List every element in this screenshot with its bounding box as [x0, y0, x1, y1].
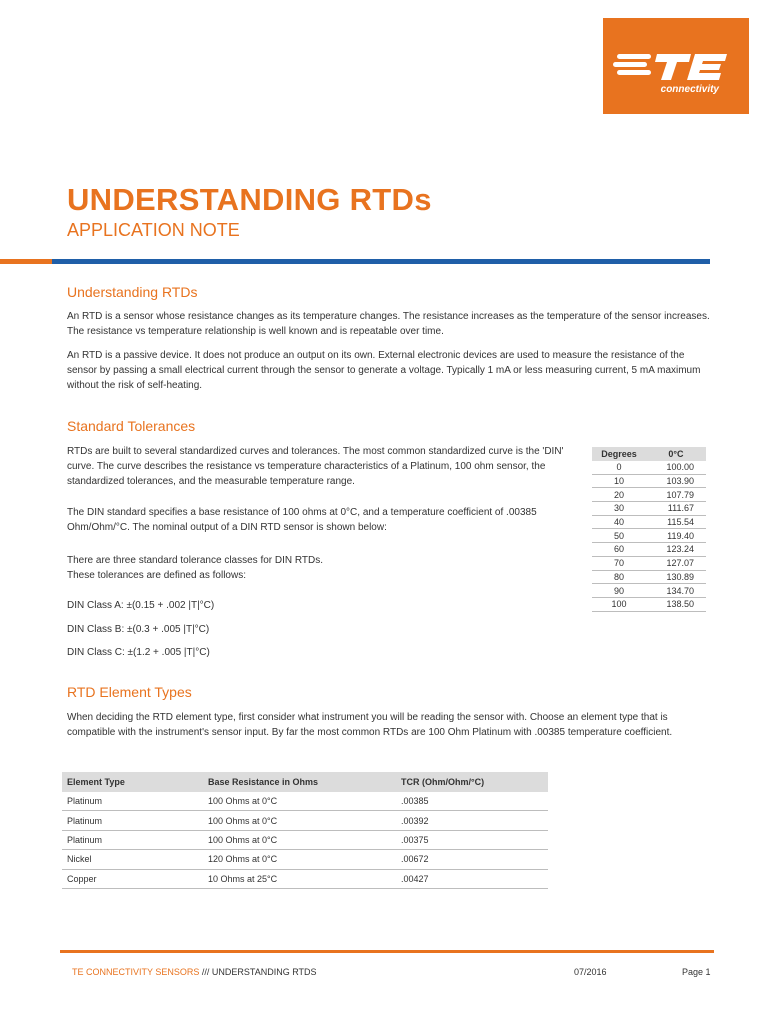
element-type-table	[62, 772, 548, 889]
table-row	[592, 570, 706, 584]
element-types-paragraph: When deciding the RTD element type, first consider what instrument you will be reading the sensor with. Choose an element type that is compatible with the instrument's sensor input. By far the most common RTDs are 100 Ohm Platinum with .00385 temperature coefficient.	[67, 712, 673, 738]
table-row	[62, 811, 548, 830]
degrees-cell: 50	[592, 529, 646, 543]
title-rule-orange	[0, 259, 52, 264]
section-heading-tolerances: Standard Tolerances	[67, 418, 196, 434]
tcr-cell: .00427	[396, 869, 548, 888]
table-row	[592, 488, 706, 502]
element-type-cell: Platinum	[62, 792, 203, 811]
header-tcr: TCR (Ohm/Ohm/°C)	[396, 772, 548, 792]
tcr-cell: .00672	[396, 850, 548, 869]
resistance-cell: 123.24	[646, 543, 706, 557]
element-type-cell: Platinum	[62, 830, 203, 849]
degrees-header-degrees: Degrees	[592, 447, 646, 461]
section-heading-element-types: RTD Element Types	[67, 684, 192, 700]
element-table-header	[62, 772, 548, 792]
resistance-cell: 138.50	[646, 597, 706, 611]
resistance-cell: 119.40	[646, 529, 706, 543]
table-row	[592, 529, 706, 543]
tolerances-paragraph-3-line-1: There are three standard tolerance classes for DIN RTDs.	[67, 555, 324, 566]
tolerances-paragraph-1: RTDs are built to several standardized curves and tolerances. The most common standardized curve is the 'DIN' curve. The curve describes the resistance vs temperature characteristics of a Platinum, 100 ohm sensor, the standardized tolerances, and the measurable temperature range.	[67, 446, 564, 487]
degrees-cell: 90	[592, 584, 646, 598]
degrees-table	[592, 447, 706, 612]
degrees-header-0c: 0°C	[646, 447, 706, 461]
footer-rule	[60, 950, 714, 953]
footer-doc-name: UNDERSTANDING RTDS	[211, 967, 317, 977]
table-row	[592, 543, 706, 557]
din-class-c: DIN Class C: ±(1.2 + .005 |T|°C)	[67, 647, 210, 658]
table-row	[592, 597, 706, 611]
degrees-cell: 80	[592, 570, 646, 584]
degrees-cell: 30	[592, 502, 646, 516]
resistance-cell: 111.67	[646, 502, 706, 516]
header-element-type: Element Type	[62, 772, 203, 792]
din-class-b: DIN Class B: ±(0.3 + .005 |T|°C)	[67, 624, 210, 635]
section-heading-understanding: Understanding RTDs	[67, 284, 198, 300]
element-type-cell: Nickel	[62, 850, 203, 869]
element-type-cell: Platinum	[62, 811, 203, 830]
te-logo	[603, 18, 749, 114]
table-row	[62, 869, 548, 888]
understanding-paragraph-1: An RTD is a sensor whose resistance changes as its temperature changes. The resistance increases as the temperature of the sensor increases. The resistance vs temperature relationship is well known and is repeatable over time.	[67, 311, 710, 337]
base-resistance-cell: 100 Ohms at 0°C	[203, 811, 396, 830]
table-row	[592, 515, 706, 529]
degrees-cell: 20	[592, 488, 646, 502]
logo-subtitle: connectivity	[660, 84, 719, 95]
resistance-cell: 127.07	[646, 556, 706, 570]
base-resistance-cell: 120 Ohms at 0°C	[203, 850, 396, 869]
degrees-cell: 0	[592, 461, 646, 474]
element-type-cell: Copper	[62, 869, 203, 888]
resistance-cell: 134.70	[646, 584, 706, 598]
degrees-cell: 70	[592, 556, 646, 570]
degrees-cell: 40	[592, 515, 646, 529]
table-row	[62, 830, 548, 849]
base-resistance-cell: 100 Ohms at 0°C	[203, 830, 396, 849]
resistance-cell: 100.00	[646, 461, 706, 474]
tolerances-paragraph-3-line-2: These tolerances are defined as follows:	[67, 570, 246, 581]
footer-separator: ///	[199, 967, 212, 977]
footer-page-number: Page 1	[682, 967, 711, 977]
table-row	[592, 502, 706, 516]
resistance-cell: 107.79	[646, 488, 706, 502]
te-logo-mark-icon	[603, 18, 749, 114]
table-row	[62, 792, 548, 811]
base-resistance-cell: 10 Ohms at 25°C	[203, 869, 396, 888]
footer-date: 07/2016	[574, 967, 607, 977]
header-base-resistance: Base Resistance in Ohms	[203, 772, 396, 792]
tolerances-paragraph-2: The DIN standard specifies a base resistance of 100 ohms at 0°C, and a temperature coefficient of .00385 Ohm/Ohm/°C. The nominal output of a DIN RTD sensor is shown below:	[67, 507, 537, 533]
footer-company: TE CONNECTIVITY SENSORS	[72, 967, 200, 977]
table-row	[62, 850, 548, 869]
tcr-cell: .00392	[396, 811, 548, 830]
table-row	[592, 584, 706, 598]
page-subtitle: APPLICATION NOTE	[67, 220, 240, 240]
table-row	[592, 556, 706, 570]
degrees-cell: 100	[592, 597, 646, 611]
degrees-cell: 60	[592, 543, 646, 557]
table-row	[592, 461, 706, 474]
base-resistance-cell: 100 Ohms at 0°C	[203, 792, 396, 811]
resistance-cell: 130.89	[646, 570, 706, 584]
degrees-cell: 10	[592, 474, 646, 488]
resistance-cell: 115.54	[646, 515, 706, 529]
tcr-cell: .00385	[396, 792, 548, 811]
tcr-cell: .00375	[396, 830, 548, 849]
table-row	[592, 474, 706, 488]
page-title: UNDERSTANDING RTDs	[67, 182, 432, 217]
degrees-table-header	[592, 447, 706, 461]
din-class-a: DIN Class A: ±(0.15 + .002 |T|°C)	[67, 600, 215, 611]
title-rule-blue	[52, 259, 710, 264]
understanding-paragraph-2: An RTD is a passive device. It does not produce an output on its own. External electronic devices are used to measure the resistance of the sensor by passing a small electrical current through the sensor to generate a voltage. Typically 1 mA or less measuring current, 5 mA maximum without the risk of self-heating.	[67, 350, 701, 391]
footer-doc-title	[72, 967, 317, 977]
resistance-cell: 103.90	[646, 474, 706, 488]
